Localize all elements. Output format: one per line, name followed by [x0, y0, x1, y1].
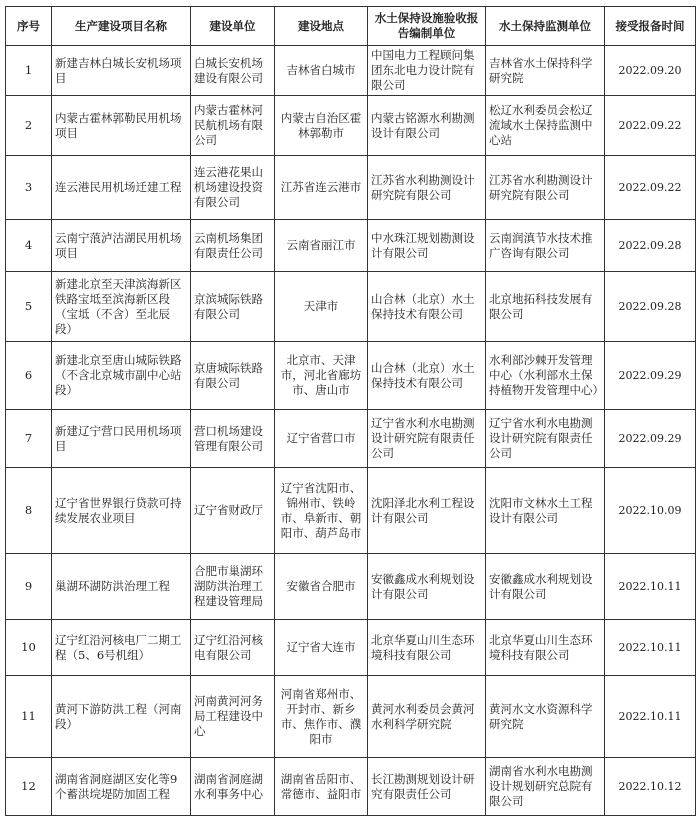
table-row: [6, 410, 696, 468]
row-date: 2022.10.12: [605, 758, 696, 816]
row-location: 湖南省岳阳市、常德市、益阳市: [275, 758, 368, 816]
row-date: 2022.09.22: [605, 96, 696, 156]
row-builder: 合肥市巢湖环湖防洪治理工程建设管理局: [191, 554, 275, 620]
row-date: 2022.10.09: [605, 468, 696, 554]
row-no: 10: [6, 620, 52, 676]
row-builder: 河南黄河河务局工程建设中心: [191, 676, 275, 758]
row-builder: 内蒙古霍林河民航机场有限公司: [191, 96, 275, 156]
row-date: 2022.10.11: [605, 676, 696, 758]
row-location: 吉林省白城市: [275, 46, 368, 96]
row-report-unit: 中水珠江规划勘测设计有限公司: [368, 220, 486, 272]
row-project: 新建吉林白城长安机场项目: [52, 46, 191, 96]
row-no: 5: [6, 272, 52, 342]
header-builder: 建设单位: [191, 7, 275, 46]
row-monitor-unit: 北京地拓科技发展有限公司: [486, 272, 605, 342]
row-report-unit: 山合林（北京）水土保持技术有限公司: [368, 272, 486, 342]
row-report-unit: 黄河水利委员会黄河水利科学研究院: [368, 676, 486, 758]
header-row: [6, 7, 696, 46]
row-report-unit: 长江勘测规划设计研究有限责任公司: [368, 758, 486, 816]
row-project: 巢湖环湖防洪治理工程: [52, 554, 191, 620]
row-report-unit: 中国电力工程顾问集团东北电力设计院有限公司: [368, 46, 486, 96]
row-project: 辽宁红沿河核电厂二期工程（5、6号机组）: [52, 620, 191, 676]
row-location: 江苏省连云港市: [275, 156, 368, 220]
table-row: [6, 676, 696, 758]
row-report-unit: 北京华夏山川生态环境科技有限公司: [368, 620, 486, 676]
row-date: 2022.10.11: [605, 554, 696, 620]
row-no: 1: [6, 46, 52, 96]
table-row: [6, 468, 696, 554]
table-row: [6, 220, 696, 272]
row-builder: 辽宁省财政厅: [191, 468, 275, 554]
row-monitor-unit: 黄河水文水资源科学研究院: [486, 676, 605, 758]
row-location: 天津市: [275, 272, 368, 342]
row-no: 4: [6, 220, 52, 272]
row-report-unit: 山合林（北京）水土保持技术有限公司: [368, 342, 486, 410]
row-builder: 连云港花果山机场建设投资有限公司: [191, 156, 275, 220]
table-row: [6, 620, 696, 676]
header-date: 接受报备时间: [605, 7, 696, 46]
table-row: [6, 554, 696, 620]
row-date: 2022.10.11: [605, 620, 696, 676]
row-no: 2: [6, 96, 52, 156]
row-location: 河南省郑州市、开封市、新乡市、焦作市、濮阳市: [275, 676, 368, 758]
row-report-unit: 沈阳泽北水利工程设计有限公司: [368, 468, 486, 554]
row-builder: 辽宁红沿河核电有限公司: [191, 620, 275, 676]
row-location: 辽宁省大连市: [275, 620, 368, 676]
row-monitor-unit: 松辽水利委员会松辽流域水土保持监测中心站: [486, 96, 605, 156]
row-builder: 云南机场集团有限责任公司: [191, 220, 275, 272]
row-project: 新建北京至唐山城际铁路（不含北京城市副中心站段）: [52, 342, 191, 410]
report-table: [5, 6, 696, 816]
row-report-unit: 辽宁省水利水电勘测设计研究院有限责任公司: [368, 410, 486, 468]
header-monitor-unit: 水土保持监测单位: [486, 7, 605, 46]
row-builder: 营口机场建设管理有限公司: [191, 410, 275, 468]
row-project: 辽宁省世界银行贷款可持续发展农业项目: [52, 468, 191, 554]
table-row: [6, 758, 696, 816]
row-no: 12: [6, 758, 52, 816]
row-monitor-unit: 吉林省水土保持科学研究院: [486, 46, 605, 96]
row-date: 2022.09.29: [605, 342, 696, 410]
row-project: 新建北京至天津滨海新区铁路宝坻至滨海新区段（宝坻（不含）至北辰段）: [52, 272, 191, 342]
row-no: 6: [6, 342, 52, 410]
row-date: 2022.09.20: [605, 46, 696, 96]
row-no: 3: [6, 156, 52, 220]
row-report-unit: 内蒙古铭源水利勘测设计有限公司: [368, 96, 486, 156]
row-monitor-unit: 北京华夏山川生态环境科技有限公司: [486, 620, 605, 676]
row-location: 云南省丽江市: [275, 220, 368, 272]
table-row: [6, 96, 696, 156]
row-monitor-unit: 安徽鑫成水利规划设计有限公司: [486, 554, 605, 620]
table-row: [6, 156, 696, 220]
table-row: [6, 46, 696, 96]
row-location: 辽宁省沈阳市、锦州市、铁岭市、阜新市、朝阳市、葫芦岛市: [275, 468, 368, 554]
row-location: 北京市、天津市，河北省廊坊市、唐山市: [275, 342, 368, 410]
row-location: 内蒙古自治区霍林郭勒市: [275, 96, 368, 156]
row-builder: 京唐城际铁路有限公司: [191, 342, 275, 410]
row-monitor-unit: 湖南省水利水电勘测设计规划研究总院有限公司: [486, 758, 605, 816]
row-date: 2022.09.22: [605, 156, 696, 220]
row-report-unit: 安徽鑫成水利规划设计有限公司: [368, 554, 486, 620]
row-project: 湖南省洞庭湖区安化等9个蓄洪垸堤防加固工程: [52, 758, 191, 816]
header-report-unit: 水土保持设施验收报告编制单位: [368, 7, 486, 46]
table-row: [6, 272, 696, 342]
row-monitor-unit: 辽宁省水利水电勘测设计研究院有限责任公司: [486, 410, 605, 468]
row-builder: 白城长安机场建设有限公司: [191, 46, 275, 96]
row-project: 云南宁蒗泸沽湖民用机场项目: [52, 220, 191, 272]
row-date: 2022.09.29: [605, 410, 696, 468]
row-project: 新建辽宁营口民用机场项目: [52, 410, 191, 468]
row-project: 黄河下游防洪工程（河南段）: [52, 676, 191, 758]
row-no: 7: [6, 410, 52, 468]
row-no: 11: [6, 676, 52, 758]
row-date: 2022.09.28: [605, 272, 696, 342]
row-builder: 湖南省洞庭湖水利事务中心: [191, 758, 275, 816]
row-monitor-unit: 沈阳市文林水土工程设计有限公司: [486, 468, 605, 554]
row-project: 内蒙古霍林郭勒民用机场项目: [52, 96, 191, 156]
row-location: 辽宁省营口市: [275, 410, 368, 468]
row-no: 8: [6, 468, 52, 554]
row-builder: 京滨城际铁路有限公司: [191, 272, 275, 342]
row-location: 安徽省合肥市: [275, 554, 368, 620]
row-project: 连云港民用机场迁建工程: [52, 156, 191, 220]
row-monitor-unit: 江苏省水利勘测设计研究院有限公司: [486, 156, 605, 220]
row-no: 9: [6, 554, 52, 620]
table-row: [6, 342, 696, 410]
header-project: 生产建设项目名称: [52, 7, 191, 46]
row-monitor-unit: 水利部沙棘开发管理中心（水利部水土保持植物开发管理中心）: [486, 342, 605, 410]
header-location: 建设地点: [275, 7, 368, 46]
row-date: 2022.09.28: [605, 220, 696, 272]
row-monitor-unit: 云南润滇节水技术推广咨询有限公司: [486, 220, 605, 272]
row-report-unit: 江苏省水利勘测设计研究院有限公司: [368, 156, 486, 220]
header-no: 序号: [6, 7, 52, 46]
